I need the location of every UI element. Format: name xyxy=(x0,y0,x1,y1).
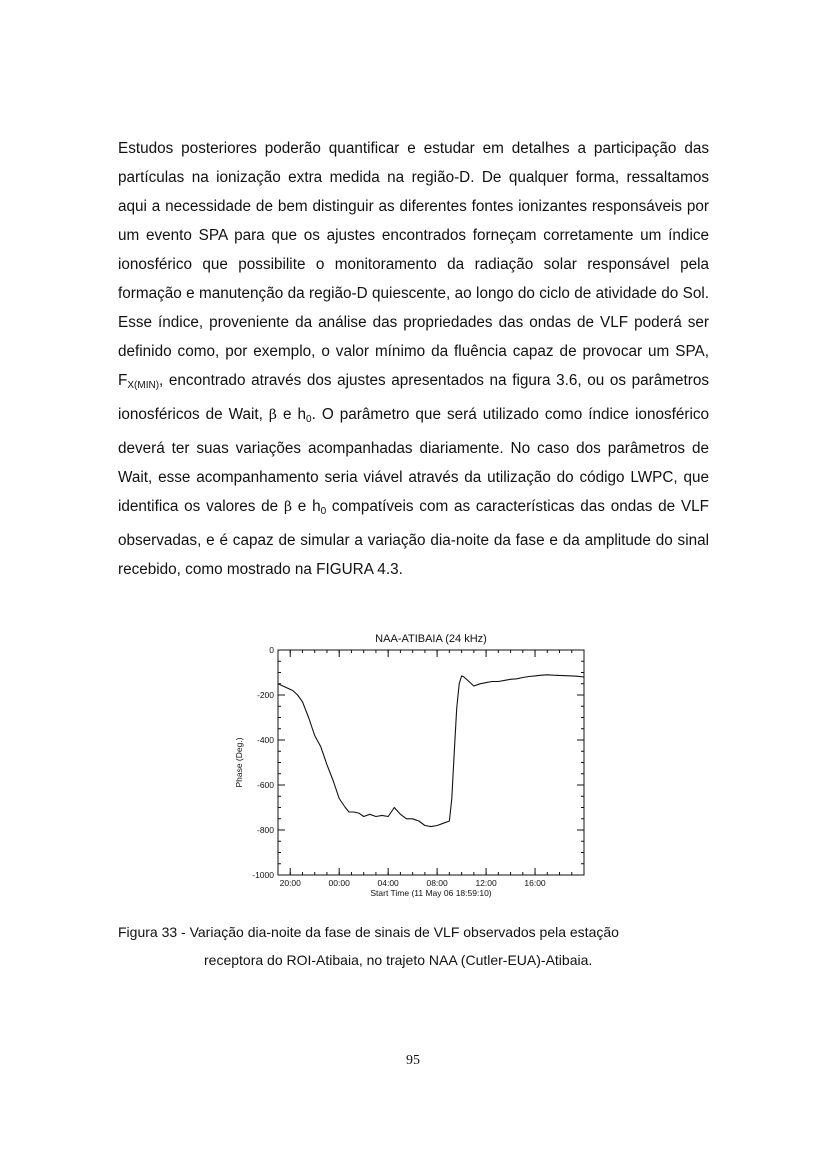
x-tick-label: 00:00 xyxy=(328,878,350,888)
subscript-xmin: X(MIN) xyxy=(127,380,160,391)
y-tick-label: -200 xyxy=(256,690,274,700)
x-tick-label: 08:00 xyxy=(426,878,448,888)
y-tick-label: -600 xyxy=(256,780,274,790)
text-run: , encontrado através dos ajustes apresentados na figura 3.6, ou os parâmetros ionosféricos de Wait, xyxy=(118,372,709,423)
text-run: e h xyxy=(292,498,321,515)
text-run: compatíveis com as características das ondas de VLF observadas, e é capaz de simular a variação dia-noite da fase e da amplitude do sinal recebido, como mostrado na FIGURA 4.3. xyxy=(118,498,709,578)
beta-symbol: β xyxy=(268,407,277,423)
x-tick-label: 12:00 xyxy=(475,878,497,888)
page-number: 95 xyxy=(406,1053,420,1068)
body-paragraph xyxy=(118,134,709,584)
plot-frame xyxy=(278,650,584,875)
y-tick-label: 0 xyxy=(269,645,274,655)
beta-symbol: β xyxy=(283,499,293,515)
phase-series-line xyxy=(278,675,584,827)
text-run: . O parâmetro que será utilizado como índice ionosférico deverá ter suas variações acompanhadas diariamente. No caso dos parâmetros de Wait, esse acompanhamento seria viável através da utilização do código LWPC, que identifica os valores de xyxy=(118,406,710,515)
phase-chart xyxy=(228,630,594,910)
subscript-h0: 0 xyxy=(306,414,312,425)
x-tick-label: 16:00 xyxy=(524,878,546,888)
y-tick-label: -1000 xyxy=(252,870,274,880)
subscript-h0: 0 xyxy=(320,506,327,517)
chart-title: NAA-ATIBAIA (24 kHz) xyxy=(375,633,487,645)
y-axis-label: Phase (Deg.) xyxy=(234,737,244,788)
phase-figure xyxy=(228,630,594,910)
x-axis-label: Start Time (11 May 06 18:59:10) xyxy=(370,888,492,898)
y-tick-label: -400 xyxy=(256,735,274,745)
x-tick-label: 04:00 xyxy=(377,878,399,888)
figure-caption-line2: receptora do ROI-Atibaia, no trajeto NAA (Cutler-EUA)-Atibaia. xyxy=(204,952,593,968)
x-tick-label: 20:00 xyxy=(279,878,301,888)
y-tick-label: -800 xyxy=(256,825,274,835)
text-run: e h xyxy=(277,406,307,423)
text-run: Estudos posteriores poderão quantificar e estudar em detalhes a participação das partículas na ionização extra medida na região-D. De qualquer forma, ressaltamos aqui a necessidade de bem distinguir as diferentes fontes ionizantes responsáveis por um evento SPA para que os ajustes encontrados forneçam corretamente um índice ionosférico que possibilite o monitoramento da radiação solar responsável pela formação e manutenção da região-D quiescente, ao longo do ciclo de atividade do Sol. Esse índice, proveniente da análise das propriedades das ondas de VLF poderá ser definido como, por exemplo, o valor mínimo da fluência capaz de provocar um SPA, F xyxy=(118,140,709,389)
figure-caption-line1: Figura 33 - Variação dia-noite da fase de sinais de VLF observados pela estação xyxy=(118,924,619,940)
